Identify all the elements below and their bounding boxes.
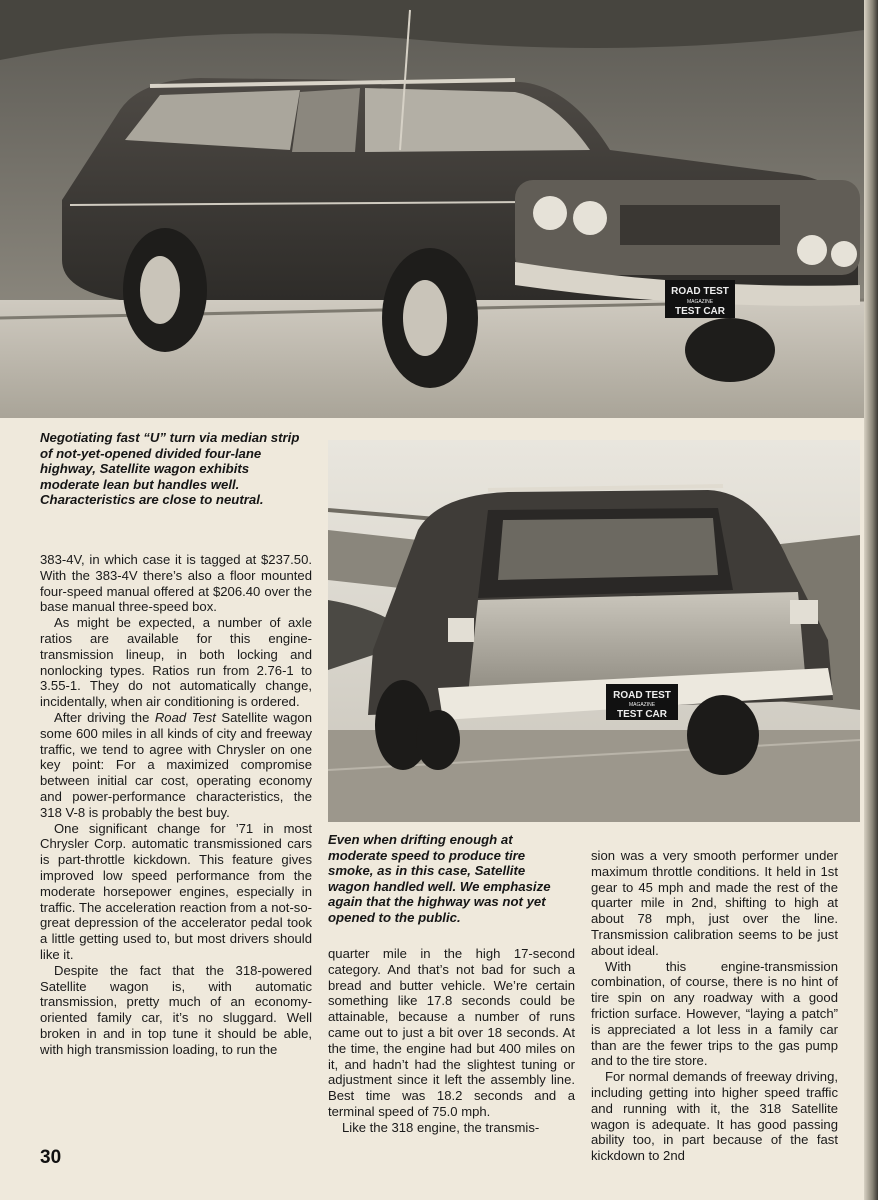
plate-line-magazine: MAGAZINE	[686, 299, 714, 305]
publication-name: Road Test	[154, 709, 216, 725]
text-run: After driving the	[54, 709, 155, 725]
plate-line-road-test: ROAD TEST	[613, 690, 671, 701]
paragraph	[40, 710, 312, 821]
photo-wagon-front-turn	[0, 0, 864, 418]
paragraph: With this engine-transmission combination, of course, there is no hint of tire spin on any roadway with a good friction surface. However, “laying a patch” is appreciated a lot less in a family car than are the fewer trips to the gas pump and to the tire store.	[591, 958, 838, 1069]
paragraph: quarter mile in the high 17-second category. And that’s not bad for such a bread and butter vehicle. We’re certain something like 17.8 seconds could be attainable, because a number of runs came out to just a bit over 18 seconds. At the time, the engine had but 400 miles on it, and hadn’t had the slightest tuning or adjustment since it left the assembly line. Best time was 18.2 seconds and a terminal speed of 75.0 mph.	[328, 946, 575, 1119]
rear-license-plate	[606, 684, 678, 720]
plate-line-road-test: ROAD TEST	[671, 286, 729, 297]
caption-top-photo: Negotiating fast “U” turn via median strip of not-yet-opened divided four-lane highway, Satellite wagon exhibits moderate lean but handles well. Characteristics are close to neutral.	[40, 430, 300, 508]
paragraph: As might be expected, a number of axle ratios are available for this engine-transmission lineup, in both locking and nonlocking types. Ratios run from 2.76-1 to 3.55-1. They do not automatically change, incidentally, when air conditioning is ordered.	[40, 615, 312, 710]
front-license-plate	[665, 280, 735, 318]
text-column-3	[591, 848, 838, 1164]
paragraph: For normal demands of freeway driving, including getting into higher speed traffic and running with it, the 318 Satellite wagon is adequate. It has good passing ability too, in part because of the fast kickdown to 2nd	[591, 1069, 838, 1164]
plate-line-magazine: MAGAZINE	[628, 702, 656, 708]
plate-line-test-car: TEST CAR	[617, 709, 667, 720]
photo-wagon-rear-drift	[328, 440, 860, 822]
paragraph: sion was a very smooth performer under maximum throttle conditions. It held in 1st gear to 45 mph and made the rest of the quarter mile in 2nd, shifting to high at about 78 mph, just over the line. Transmission calibration seems to be just about ideal.	[591, 848, 838, 958]
text-run: Satellite wagon some 600 miles in all kinds of city and freeway traffic, we tend to agree with Chrysler on one key point: For a maximized compromise between initial car cost, operating economy and power-performance characteristics, the 318 V-8 is probably the best buy.	[40, 709, 312, 820]
paragraph: One significant change for ’71 in most Chrysler Corp. automatic transmissioned cars is part-throttle kickdown. This feature gives improved low speed performance from the moderate horsepower engines, especially in traffic. The acceleration reaction from a not-so-great depression of the accelerator pedal took a little getting used to, but most drivers should like it.	[40, 820, 312, 962]
page-number: 30	[40, 1147, 62, 1168]
plate-line-test-car: TEST CAR	[675, 306, 725, 317]
caption-rear-photo: Even when drifting enough at moderate speed to produce tire smoke, as in this case, Satellite wagon handled well. We emphasize again that the highway was not yet opened to the public.	[328, 832, 551, 925]
text-column-2	[328, 946, 575, 1136]
text-column-1	[40, 552, 312, 1058]
wagon-front-illustration	[0, 0, 864, 418]
wagon-rear-illustration	[328, 440, 860, 822]
paragraph: Despite the fact that the 318-powered Satellite wagon is, with automatic transmission, pretty much of an economy-oriented family car, it’s no sluggard. Well broken in and in top tune it should be able, with high transmission loading, to run the	[40, 962, 312, 1057]
paragraph: Like the 318 engine, the transmis-	[342, 1119, 540, 1135]
binding-edge-shadow	[864, 0, 878, 1200]
paragraph: 383-4V, in which case it is tagged at $237.50. With the 383-4V there’s also a floor mounted four-speed manual offered at $206.40 over the base manual three-speed box.	[40, 552, 312, 615]
